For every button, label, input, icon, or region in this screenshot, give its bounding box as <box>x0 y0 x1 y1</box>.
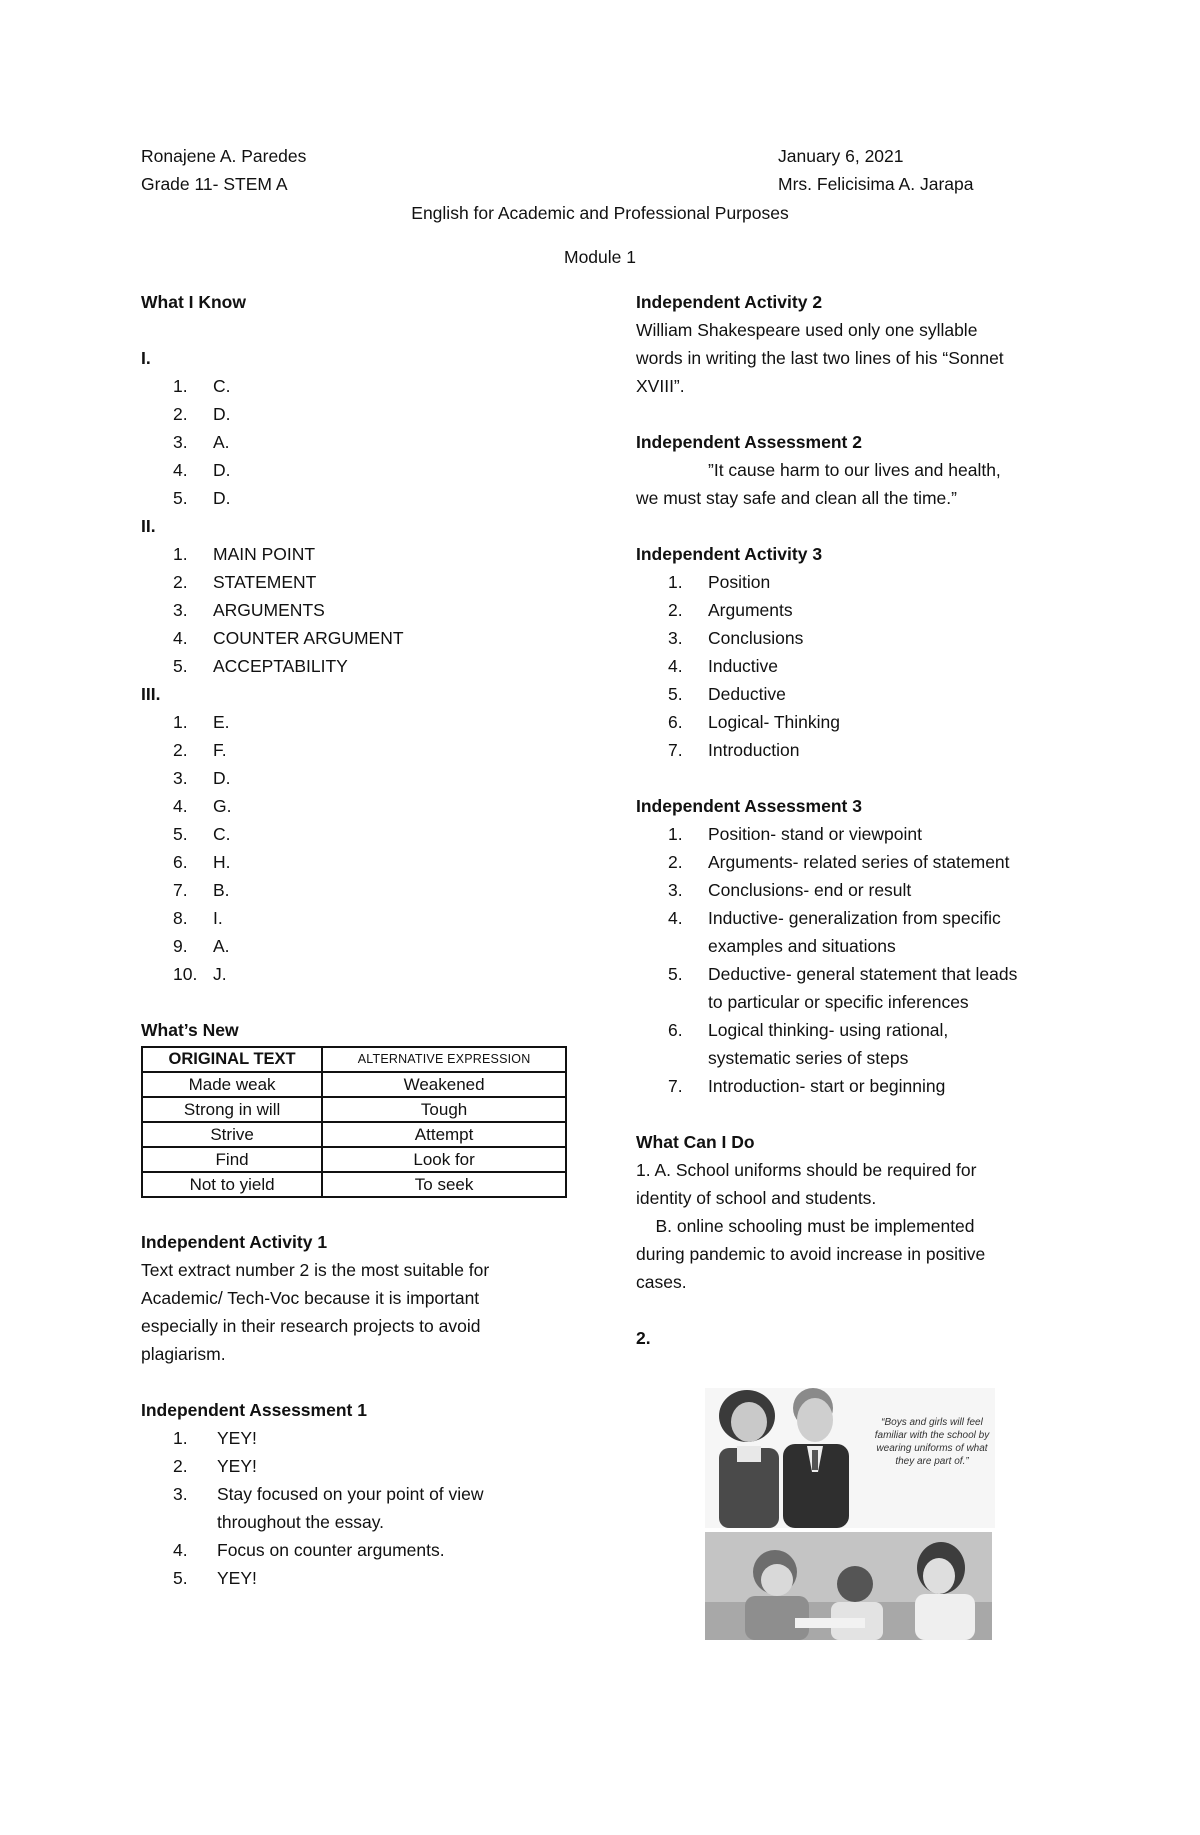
list-item: 2. Arguments- related series of statement <box>668 852 1010 872</box>
list-item: 10. J. <box>173 964 227 984</box>
list-item: 4. Focus on counter arguments. <box>173 1540 445 1560</box>
students-uniform-photo <box>705 1388 995 1528</box>
list-item: 2. F. <box>173 740 227 760</box>
activity-1-line: especially in their research projects to avoid <box>141 1316 481 1336</box>
list-item: 1. MAIN POINT <box>173 544 316 564</box>
what-can-i-do-line: identity of school and students. <box>636 1188 877 1208</box>
table-row <box>142 1122 566 1147</box>
independent-activity-1-heading: Independent Activity 1 <box>141 1232 328 1252</box>
activity-3-list <box>636 568 1096 764</box>
item-2-label: 2. <box>636 1328 651 1348</box>
list-item: 2. YEY! <box>173 1456 257 1476</box>
independent-assessment-1-heading: Independent Assessment 1 <box>141 1400 367 1420</box>
list-item: 1. C. <box>173 376 231 396</box>
activity-1-line: Academic/ Tech-Voc because it is important <box>141 1288 480 1308</box>
table-cell: Not to yield <box>142 1172 322 1197</box>
part-2-label: II. <box>141 516 156 536</box>
list-item: 3. ARGUMENTS <box>173 600 325 620</box>
photo-quote: “Boys and girls will feel familiar with the school by wearing uniforms of what they are part of.” <box>874 1417 990 1467</box>
list-item: 1. Position <box>668 572 771 592</box>
table-cell: Weakened <box>322 1072 566 1097</box>
column-header: ALTERNATIVE EXPRESSION <box>322 1047 566 1072</box>
what-can-i-do-heading: What Can I Do <box>636 1132 755 1152</box>
table-row <box>142 1147 566 1172</box>
student-grade: Grade 11- STEM A <box>141 174 288 194</box>
activity-1-line: Text extract number 2 is the most suitable for <box>141 1260 490 1280</box>
list-item: 5. D. <box>173 488 231 508</box>
independent-activity-2-heading: Independent Activity 2 <box>636 292 823 312</box>
independent-assessment-2-heading: Independent Assessment 2 <box>636 432 862 452</box>
part-1-list <box>141 372 581 512</box>
table-header-row <box>142 1047 566 1072</box>
list-item: 1. YEY! <box>173 1428 257 1448</box>
assessment-1-list <box>141 1424 581 1592</box>
alternative-expression-table <box>141 1046 567 1198</box>
list-item: 9. A. <box>173 936 230 956</box>
list-item: 7. Introduction- start or beginning <box>668 1076 946 1096</box>
assessment-2-line: ”It cause harm to our lives and health, <box>708 460 1001 480</box>
date: January 6, 2021 <box>778 146 904 166</box>
uniform-photos <box>705 1388 995 1640</box>
list-item: 1. Position- stand or viewpoint <box>668 824 922 844</box>
activity-2-line: XVIII”. <box>636 376 685 396</box>
list-item: 3. D. <box>173 768 231 788</box>
list-item: 8. I. <box>173 908 223 928</box>
course-title: English for Academic and Professional Purposes <box>411 203 789 223</box>
independent-assessment-3-heading: Independent Assessment 3 <box>636 796 862 816</box>
activity-2-line: William Shakespeare used only one syllable <box>636 320 978 340</box>
column-header: ORIGINAL TEXT <box>142 1047 322 1072</box>
list-item: 3. Conclusions- end or result <box>668 880 912 900</box>
list-item: 3. Conclusions <box>668 628 804 648</box>
part-3-label: III. <box>141 684 161 704</box>
list-item: 6. Logical thinking- using rational, systematic series of steps <box>668 1020 949 1068</box>
list-item: 2. D. <box>173 404 231 424</box>
table-cell: Tough <box>322 1097 566 1122</box>
what-can-i-do-line: during pandemic to avoid increase in positive <box>636 1244 986 1264</box>
list-item: 5. Deductive <box>668 684 786 704</box>
what-can-i-do-line: B. online schooling must be implemented <box>636 1216 975 1236</box>
list-item: 6. H. <box>173 852 231 872</box>
whats-new-heading: What’s New <box>141 1020 239 1040</box>
list-item: 7. Introduction <box>668 740 800 760</box>
list-item: 4. Inductive- generalization from specific examples and situations <box>668 908 1001 956</box>
left-column <box>141 288 581 1592</box>
table-row <box>142 1072 566 1097</box>
table-row <box>142 1172 566 1197</box>
activity-1-line: plagiarism. <box>141 1344 226 1364</box>
list-item: 5. C. <box>173 824 231 844</box>
list-item: 4. Inductive <box>668 656 779 676</box>
list-item: 5. ACCEPTABILITY <box>173 656 348 676</box>
independent-activity-3-heading: Independent Activity 3 <box>636 544 823 564</box>
table-cell: Strong in will <box>142 1097 322 1122</box>
table-cell: Strive <box>142 1122 322 1147</box>
activity-2-line: words in writing the last two lines of his “Sonnet <box>636 348 1004 368</box>
what-can-i-do-line: cases. <box>636 1272 687 1292</box>
list-item: 4. G. <box>173 796 232 816</box>
assessment-3-list <box>636 820 1096 1100</box>
what-i-know-heading: What I Know <box>141 292 246 312</box>
list-item: 2. STATEMENT <box>173 572 317 592</box>
list-item: 4. COUNTER ARGUMENT <box>173 628 404 648</box>
list-item: 6. Logical- Thinking <box>668 712 840 732</box>
table-cell: Find <box>142 1147 322 1172</box>
list-item: 5. YEY! <box>173 1568 257 1588</box>
list-item: 3. A. <box>173 432 230 452</box>
part-2-list <box>141 540 581 680</box>
list-item: 1. E. <box>173 712 230 732</box>
online-schooling-photo <box>705 1532 992 1640</box>
table-cell: Attempt <box>322 1122 566 1147</box>
part-3-list <box>141 708 581 988</box>
table-cell: Made weak <box>142 1072 322 1097</box>
assessment-2-line: we must stay safe and clean all the time.” <box>636 488 957 508</box>
teacher-name: Mrs. Felicisima A. Jarapa <box>778 174 974 194</box>
student-name: Ronajene A. Paredes <box>141 146 307 166</box>
list-item: 4. D. <box>173 460 231 480</box>
list-item: 7. B. <box>173 880 230 900</box>
table-cell: Look for <box>322 1147 566 1172</box>
what-can-i-do-line: 1. A. School uniforms should be required for <box>636 1160 977 1180</box>
classroom-illustration <box>705 1532 992 1640</box>
list-item: 3. Stay focused on your point of view throughout the essay. <box>173 1484 484 1532</box>
table-row <box>142 1097 566 1122</box>
part-1-label: I. <box>141 348 151 368</box>
list-item: 2. Arguments <box>668 600 793 620</box>
right-column <box>636 288 1096 1352</box>
table-cell: To seek <box>322 1172 566 1197</box>
module-title: Module 1 <box>564 247 636 267</box>
list-item: 5. Deductive- general statement that leads to particular or specific inferences <box>668 964 1018 1012</box>
